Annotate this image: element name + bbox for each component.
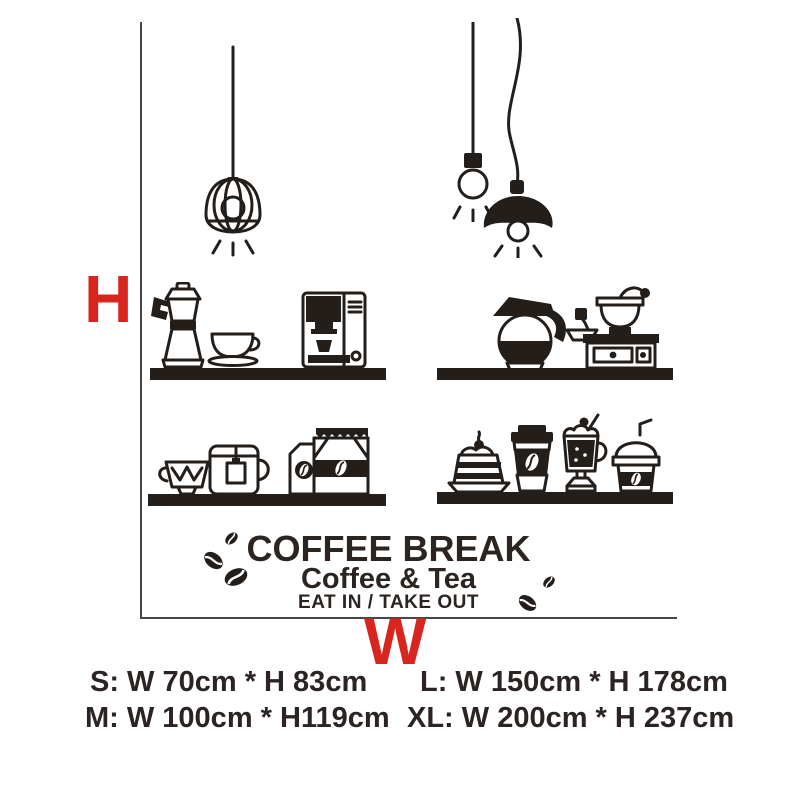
size-entry-xl: XL: W 200cm * H 237cm (407, 702, 735, 734)
size-entry-l: L: W 150cm * H 178cm (420, 666, 728, 698)
width-dimension-label: W (364, 604, 427, 678)
size-entry-s: S: W 70cm * H 83cm (90, 666, 368, 698)
size-entry-m: M: W 100cm * H119cm (85, 702, 390, 734)
sticker-text-block (140, 0, 637, 620)
height-dimension-label: H (84, 262, 133, 337)
sticker-title: COFFEE BREAK (246, 528, 531, 569)
sticker-tagline: EAT IN / TAKE OUT (298, 592, 479, 613)
sticker-subtitle: Coffee & Tea (300, 563, 477, 595)
